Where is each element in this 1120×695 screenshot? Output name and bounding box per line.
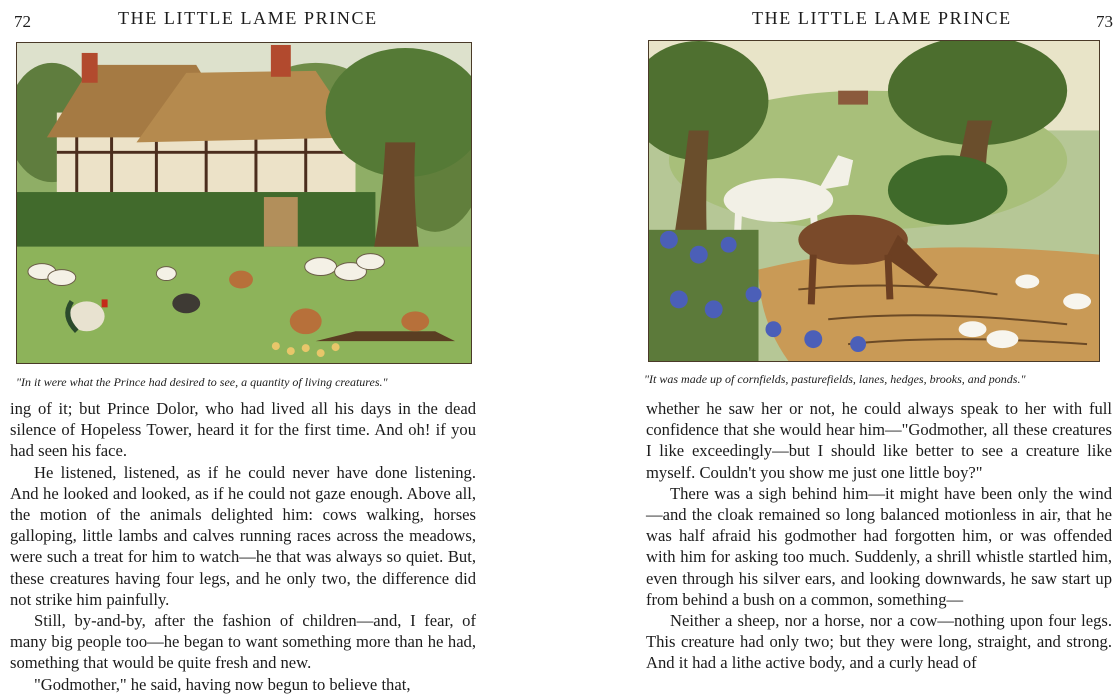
paragraph: There was a sigh behind him—it might have been only the wind—and the cloak remained so long balanced motionless in air, that he was half afraid his godmother had forgotten him, or was offended with him for asking too much. Suddenly, a shrill whistle startled him, even through his silver ears, and looking downwards, he saw start up from behind a bush on a common, something— [646, 483, 1112, 609]
illustration-caption: "In it were what the Prince had desired to see, a quantity of living creatures." [16, 375, 388, 389]
paragraph: whether he saw her or not, he could always speak to her with full confidence that she would hear him—"Godmother, all these creatures I like exceedingly—but I should like better to see a creature like myself. Couldn't you show me just one little boy?" [646, 399, 1112, 482]
body-text [10, 398, 476, 695]
running-head: THE LITTLE LAME PRINCE [118, 8, 378, 28]
right-page [560, 0, 1120, 691]
paragraph: "Godmother," he said, having now begun to believe that, [34, 674, 411, 694]
paragraph: He listened, listened, as if he could never have done listening. And he looked and looked, as if he could not gaze enough. Above all, the motion of the animals delighted him: cows walking, horses galloping, little lambs and calves running races across the meadows, were such a treat for him to watch—he that was always so quiet. But, these creatures having four legs, and he only two, the difference did not strike him painfully. [10, 462, 476, 609]
running-head: THE LITTLE LAME PRINCE [752, 8, 1012, 28]
left-page [0, 0, 560, 694]
page-number: 73 [1096, 12, 1113, 31]
illustration-caption: "It was made up of cornfields, pasturefields, lanes, hedges, brooks, and ponds." [644, 372, 1026, 386]
paragraph: Neither a sheep, nor a horse, nor a cow—nothing upon four legs. This creature had only two; but they were long, straight, and strong. And it had a lithe active body, and a curly head of [646, 611, 1112, 673]
page-number: 72 [14, 12, 31, 31]
paragraph: Still, by-and-by, after the fashion of children—and, I fear, of many big people too—he began to want something more than he had, something that would be quite fresh and new. [10, 611, 476, 673]
paragraph: ing of it; but Prince Dolor, who had lived all his days in the dead silence of Hopeless Tower, heard it for the first time. And oh! if you had seen his face. [10, 399, 476, 461]
illustration-farmyard [16, 42, 472, 364]
illustration-pond-horses [648, 40, 1100, 362]
body-text [646, 398, 1112, 674]
